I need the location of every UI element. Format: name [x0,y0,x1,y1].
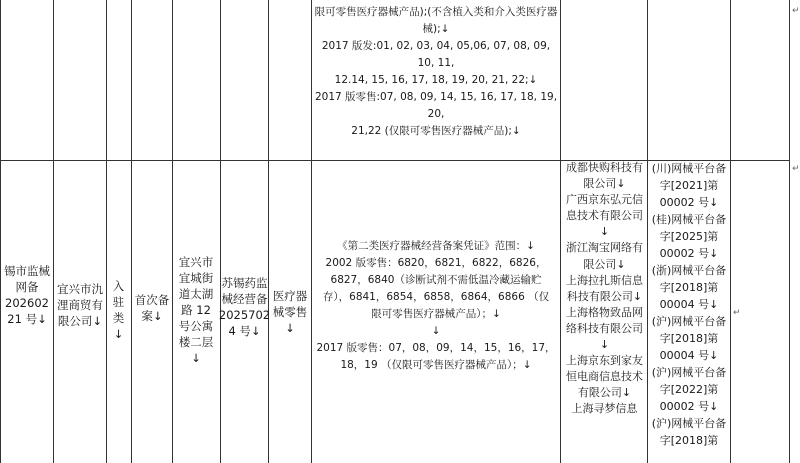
row-end-mark: ↵ [792,164,800,174]
grid-line [131,0,132,463]
filing-type: 首次备案↓ [134,293,170,323]
filing-type-cell [134,288,170,328]
company-name: 宜兴市氿浬商贸有限公司↓ [57,282,103,328]
grid-line [647,0,648,463]
grid-line [220,0,221,463]
filing-number-cell [2,250,52,340]
platform-filing-numbers: (川)网械平台备字[2021]第00002 号↓ (桂)网械平台备字[2025]第00002 号↓ (浙)网械平台备字[2018]第00004 号↓ (沪)网械平台备字[2018]第00004 号↓ (沪)网械平台备字[2022]第00002 号↓ (沪)网械平台备字[2018]第 [651,162,727,447]
row-end-mark: ↵ [792,6,800,16]
grid-line [172,0,173,463]
top-row-range-text: 限可零售医疗器械产品);(不含植入类和介入类医疗器械);↓ 2017 版发:01, 02, 03, 04, 05,06, 07, 08, 09, 10, 11, 12.14, 15, 16, 17, 18, 19, 20, 21, 22;↓ 2017 版零售:07, 08, 09, 14, 15, 16, 17, 18, 19, 20, 21,22 (仅限可零售医疗器械产品);↓ [314,6,558,137]
platform-companies: 成都快购科技有限公司↓ 广西京东弘元信息技术有限公司↓ 浙江淘宝网络有限公司↓ 上海拉扎斯信息科技有限公司↓ 上海格物致品网络科技有限公司↓ 上海京东到家友恒电商信息技术有限公司↓ 上海寻梦信息 [566,161,643,416]
address-cell [175,255,217,365]
cell-end-mark: ↵ [733,308,741,318]
grid-line [268,0,269,463]
business-cell [271,282,309,342]
grid-line [560,0,561,463]
category: 入驻类↓ [112,279,125,341]
license-number: 苏锡药监械经营备2025702 4 号↓ [218,276,271,338]
grid-line [53,0,54,463]
company-cell [56,270,104,340]
category-cell [108,279,129,341]
address: 宜兴市宜城街道太湖路 12 号公寓楼二层↓ [178,255,214,365]
grid-line [106,0,107,463]
business-range-text: 《第二类医疗器械经营备案凭证》范围：↓ 2002 版零售：6820，6821，6822，6826， 6827，6840（诊断试剂不需低温冷藏运输贮 存），6841，6854，6858，6864，6866 （仅 限可零售医疗器械产品）；↓ ↓ 2017 版零售：07，08，09，14，15，16，17， 18，19 （仅限可零售医疗器械产品）；↓ [316,240,556,371]
license-cell [218,262,271,352]
filing-number: 锡市监械网备202602 21 号↓ [4,264,50,326]
grid-line [789,0,790,463]
business-type: 医疗器械零售↓ [272,289,308,335]
grid-line [0,0,1,463]
grid-line [311,0,312,463]
grid-line [730,0,731,463]
